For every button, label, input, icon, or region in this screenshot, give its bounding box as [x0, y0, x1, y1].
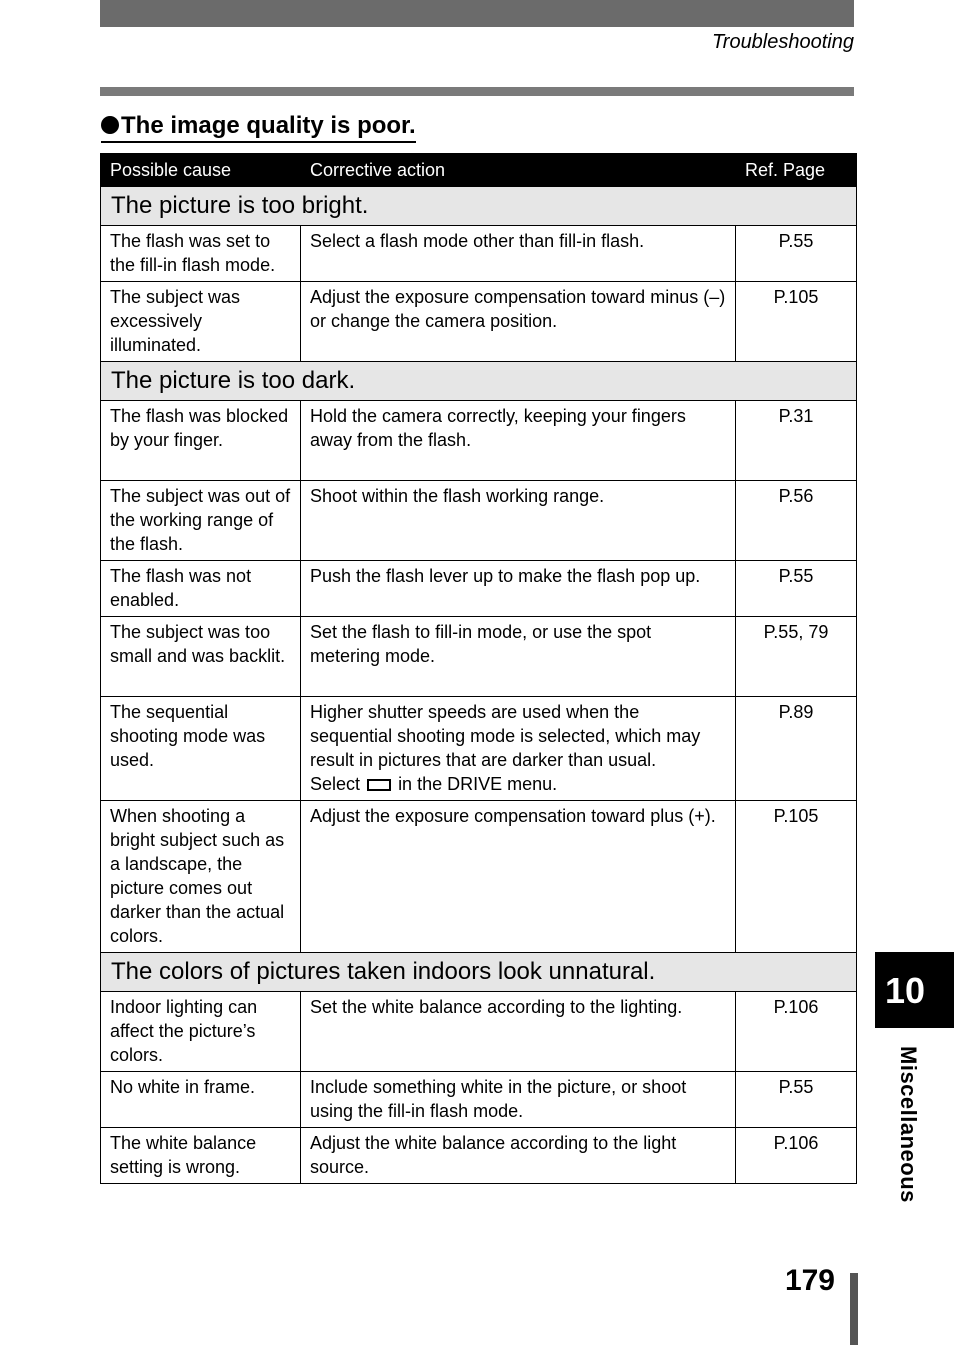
table-row: [101, 1072, 857, 1128]
table-row: [101, 801, 857, 953]
cause-cell: No white in frame.: [101, 1072, 301, 1128]
action-cell: Set the flash to fill-in mode, or use the spot metering mode.: [301, 617, 736, 697]
ref-cell: P.31: [736, 401, 857, 481]
column-header-action: Corrective action: [301, 154, 736, 187]
ref-cell: P.106: [736, 1128, 857, 1184]
cause-cell: The flash was not enabled.: [101, 561, 301, 617]
page-number: 179: [784, 1264, 835, 1297]
page-number-bar: [850, 1273, 858, 1345]
ref-cell: P.55: [736, 561, 857, 617]
action-cell: Include something white in the picture, or shoot using the fill-in flash mode.: [301, 1072, 736, 1128]
troubleshooting-table: [100, 153, 857, 1184]
action-cell: Adjust the exposure compensation toward minus (–) or change the camera position.: [301, 282, 736, 362]
cause-cell: When shooting a bright subject such as a landscape, the picture comes out darker than the actual colors.: [101, 801, 301, 953]
ref-cell: P.106: [736, 992, 857, 1072]
section-title: Troubleshooting: [712, 31, 854, 53]
page-heading: [101, 112, 416, 143]
ref-cell: P.105: [736, 282, 857, 362]
table-row: [101, 226, 857, 282]
action-cell: Push the flash lever up to make the flash pop up.: [301, 561, 736, 617]
header-bar: [100, 0, 854, 27]
ref-cell: P.56: [736, 481, 857, 561]
table-row: [101, 1128, 857, 1184]
table-row: [101, 481, 857, 561]
action-cell: Select a flash mode other than fill-in flash.: [301, 226, 736, 282]
chapter-label: Miscellaneous: [896, 1046, 921, 1203]
chapter-number: 10: [885, 970, 926, 1011]
table-header-row: [101, 154, 857, 187]
ref-cell: P.105: [736, 801, 857, 953]
heading-text: The image quality is poor.: [121, 112, 416, 139]
ref-cell: P.55: [736, 1072, 857, 1128]
cause-cell: The subject was out of the working range of the flash.: [101, 481, 301, 561]
single-frame-icon: [367, 779, 391, 791]
table-row: [101, 282, 857, 362]
header-rule: [100, 87, 854, 96]
cause-cell: The flash was blocked by your finger.: [101, 401, 301, 481]
table-row: [101, 617, 857, 697]
cause-cell: The subject was excessively illuminated.: [101, 282, 301, 362]
action-cell: Set the white balance according to the lighting.: [301, 992, 736, 1072]
chapter-tab: [875, 952, 954, 1028]
cause-cell: The subject was too small and was backlit.: [101, 617, 301, 697]
table-row: [101, 561, 857, 617]
group-title: The picture is too bright.: [101, 187, 857, 226]
action-cell: Adjust the white balance according to the light source.: [301, 1128, 736, 1184]
cause-cell: Indoor lighting can affect the picture’s colors.: [101, 992, 301, 1072]
table-row: [101, 697, 857, 801]
action-drive-menu-text: in the DRIVE menu.: [398, 774, 558, 794]
group-row: [101, 362, 857, 401]
group-title: The picture is too dark.: [101, 362, 857, 401]
action-cell: Hold the camera correctly, keeping your fingers away from the flash.: [301, 401, 736, 481]
table-row: [101, 401, 857, 481]
column-header-cause: Possible cause: [101, 154, 301, 187]
ref-cell: P.55, 79: [736, 617, 857, 697]
bullet-icon: [101, 116, 119, 134]
action-select-word: Select: [310, 774, 361, 794]
group-row: [101, 953, 857, 992]
action-cell: [301, 697, 736, 801]
action-cell: Shoot within the flash working range.: [301, 481, 736, 561]
ref-cell: P.89: [736, 697, 857, 801]
action-cell: Adjust the exposure compensation toward plus (+).: [301, 801, 736, 953]
group-row: [101, 187, 857, 226]
cause-cell: The flash was set to the fill-in flash mode.: [101, 226, 301, 282]
action-text: Higher shutter speeds are used when the sequential shooting mode is selected, which may result in pictures that are darker than usual.: [310, 702, 701, 770]
group-title: The colors of pictures taken indoors look unnatural.: [101, 953, 857, 992]
cause-cell: The white balance setting is wrong.: [101, 1128, 301, 1184]
ref-cell: P.55: [736, 226, 857, 282]
column-header-ref: Ref. Page: [736, 154, 857, 187]
table-row: [101, 992, 857, 1072]
cause-cell: The sequential shooting mode was used.: [101, 697, 301, 801]
